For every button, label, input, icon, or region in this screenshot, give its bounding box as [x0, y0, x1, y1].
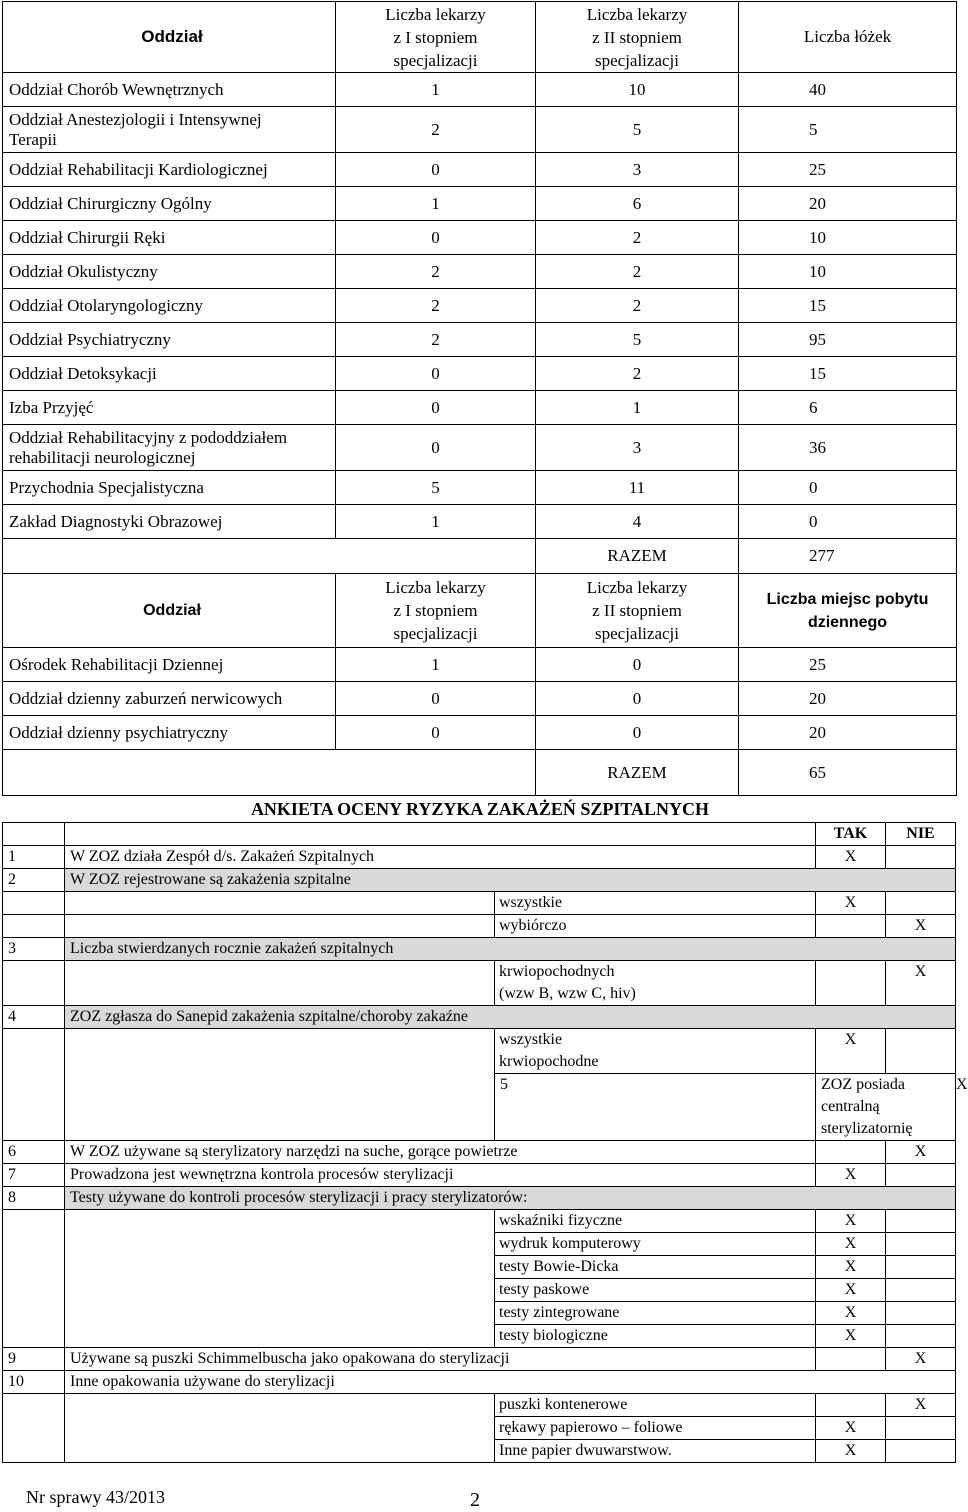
beds: 20: [739, 187, 957, 221]
question-row: [3, 1141, 956, 1164]
table-row: [3, 716, 957, 750]
dept-name: Ośrodek Rehabilitacji Dziennej: [3, 648, 336, 682]
question-number: 2: [3, 869, 65, 892]
option-row: [3, 892, 956, 915]
question-number: 3: [3, 938, 65, 961]
table-row: [3, 505, 957, 539]
dept-name: Oddział Chirurgiczny Ogólny: [3, 187, 336, 221]
option-label: wszystkie: [495, 892, 816, 915]
doctors-second: 4: [536, 505, 739, 539]
question-row: [3, 1348, 956, 1371]
answer-no-mark: X: [886, 915, 956, 938]
dept-name: Oddział dzienny psychiatryczny: [3, 716, 336, 750]
option-label: wszystkie krwiopochodne: [495, 1029, 816, 1074]
table-header-row-day: [3, 574, 957, 648]
doctors-second: 1: [536, 391, 739, 425]
doctors-first: 0: [336, 153, 536, 187]
option-row: [3, 915, 956, 938]
header-beds: Liczba łóżek: [739, 2, 957, 73]
doctors-first: 2: [336, 255, 536, 289]
question-number: 7: [3, 1164, 65, 1187]
question-number: 9: [3, 1348, 65, 1371]
answer-yes-mark: X: [816, 1233, 886, 1256]
day-places: 20: [739, 716, 957, 750]
survey-title: ANKIETA OCENY RYZYKA ZAKAŻEŃ SZPITALNYCH: [250, 799, 710, 819]
dept-name: Oddział Okulistyczny: [3, 255, 336, 289]
table-row: [3, 73, 957, 107]
doctors-first: 0: [336, 391, 536, 425]
option-row: [3, 1394, 956, 1417]
doctors-second: 5: [536, 323, 739, 357]
total2-places: 65: [739, 750, 957, 796]
day-places: 25: [739, 648, 957, 682]
table-row: [3, 425, 957, 471]
header2-doctors-second-degree: Liczba lekarzy z II stopniem specjalizacji: [536, 574, 739, 648]
question-row: [3, 846, 956, 869]
doctors-first: 0: [336, 425, 536, 471]
option-label: testy zintegrowane: [495, 1302, 816, 1325]
total-row: [3, 539, 957, 574]
answer-yes-mark: X: [816, 1325, 886, 1348]
question-row: [3, 1187, 956, 1210]
doctors-first: 0: [336, 357, 536, 391]
answer-yes-mark: X: [816, 1417, 886, 1440]
option-label: rękawy papierowo – foliowe: [495, 1417, 816, 1440]
table-row: [3, 255, 957, 289]
dept-name: Oddział Psychiatryczny: [3, 323, 336, 357]
answer-yes-mark: X: [816, 846, 886, 869]
dept-name: Oddział Anestezjologii i Intensywnej Terapii: [3, 107, 336, 153]
beds: 0: [739, 471, 957, 505]
option-label: testy paskowe: [495, 1279, 816, 1302]
header-doctors-first-degree: Liczba lekarzy z I stopniem specjalizacji: [336, 2, 536, 73]
beds: 25: [739, 153, 957, 187]
answer-no-mark: X: [886, 961, 956, 1006]
question-text: ZOZ posiada centralną sterylizatornię: [816, 1074, 956, 1141]
question-row: [3, 1164, 956, 1187]
table-row: [3, 221, 957, 255]
doctors-first: 0: [336, 221, 536, 255]
table-row: [3, 391, 957, 425]
option-label: krwiopochodnych (wzw B, wzw C, hiv): [495, 961, 816, 1006]
doctors-second: 3: [536, 153, 739, 187]
dept-name: Oddział dzienny zaburzeń nerwicowych: [3, 682, 336, 716]
question-row: 5 ZOZ posiada centralną sterylizatornię X: [3, 1074, 956, 1141]
beds: 5: [739, 107, 957, 153]
doctors-second: 6: [536, 187, 739, 221]
header2-dept: Oddział: [3, 574, 336, 648]
doctors-second: 10: [536, 73, 739, 107]
doctors-second: 3: [536, 425, 739, 471]
answer-yes-mark: X: [816, 1279, 886, 1302]
question-number: 8: [3, 1187, 65, 1210]
doctors-first: 1: [336, 73, 536, 107]
beds: 95: [739, 323, 957, 357]
table-row: [3, 289, 957, 323]
table-row: [3, 323, 957, 357]
total-row: [3, 750, 957, 796]
question-number: 10: [3, 1371, 65, 1394]
doctors-first: 1: [336, 648, 536, 682]
question-number: 1: [3, 846, 65, 869]
doctors-second: 11: [536, 471, 739, 505]
answer-yes-mark: X: [816, 1302, 886, 1325]
doctors-second: 0: [536, 682, 739, 716]
question-text: Prowadzona jest wewnętrzna kontrola procesów sterylizacji: [65, 1164, 816, 1187]
total-label: RAZEM: [536, 539, 739, 574]
survey-header-row: [3, 823, 956, 846]
question-row: [3, 1006, 956, 1029]
question-row: [3, 938, 956, 961]
header-doctors-second-degree: Liczba lekarzy z II stopniem specjalizacji: [536, 2, 739, 73]
case-number: Nr sprawy 43/2013: [26, 1487, 165, 1507]
option-label: Inne papier dwuwarstwow.: [495, 1440, 816, 1463]
dept-name: Oddział Rehabilitacji Kardiologicznej: [3, 153, 336, 187]
doctors-second: 0: [536, 716, 739, 750]
table-header-row: [3, 2, 957, 73]
answer-no-mark: X: [886, 1141, 956, 1164]
option-row: [3, 1210, 956, 1233]
dept-name: Oddział Detoksykacji: [3, 357, 336, 391]
question-text: W ZOZ używane są sterylizatory narzędzi na suche, gorące powietrze: [65, 1141, 816, 1164]
header-no: NIE: [886, 823, 956, 846]
beds: 10: [739, 255, 957, 289]
doctors-second: 2: [536, 289, 739, 323]
doctors-first: 0: [336, 716, 536, 750]
table-row: [3, 682, 957, 716]
table-row: [3, 153, 957, 187]
question-row: [3, 1371, 956, 1394]
total2-label: RAZEM: [536, 750, 739, 796]
answer-yes-mark: X: [816, 1440, 886, 1463]
doctors-second: 2: [536, 255, 739, 289]
question-text: Testy używane do kontroli procesów sterylizacji i pracy sterylizatorów:: [65, 1187, 956, 1210]
doctors-first: 2: [336, 323, 536, 357]
question-number: 4: [3, 1006, 65, 1029]
question-text: Używane są puszki Schimmelbuscha jako opakowana do sterylizacji: [65, 1348, 816, 1371]
dept-name: Przychodnia Specjalistyczna: [3, 471, 336, 505]
total-beds: 277: [739, 539, 957, 574]
page-number: 2: [470, 1489, 480, 1511]
beds: 36: [739, 425, 957, 471]
option-label: wskaźniki fizyczne: [495, 1210, 816, 1233]
doctors-first: 1: [336, 187, 536, 221]
doctors-first: 0: [336, 682, 536, 716]
beds: 40: [739, 73, 957, 107]
dept-name: Oddział Chorób Wewnętrznych: [3, 73, 336, 107]
doctors-first: 2: [336, 107, 536, 153]
option-row: [3, 1029, 956, 1074]
option-label: wybiórczo: [495, 915, 816, 938]
dept-name: Oddział Chirurgii Ręki: [3, 221, 336, 255]
option-label: wydruk komputerowy: [495, 1233, 816, 1256]
header-dept: Oddział: [3, 2, 336, 73]
beds: 10: [739, 221, 957, 255]
doctors-first: 1: [336, 505, 536, 539]
beds: 15: [739, 357, 957, 391]
dept-name: Oddział Rehabilitacyjny z pododdziałem rehabilitacji neurologicznej: [3, 425, 336, 471]
beds: 6: [739, 391, 957, 425]
doctors-second: 5: [536, 107, 739, 153]
beds: 15: [739, 289, 957, 323]
option-label: testy biologiczne: [495, 1325, 816, 1348]
dept-name: Izba Przyjęć: [3, 391, 336, 425]
question-row: [3, 869, 956, 892]
question-text: W ZOZ rejestrowane są zakażenia szpitalne: [65, 869, 956, 892]
table-row: [3, 648, 957, 682]
doctors-first: 2: [336, 289, 536, 323]
question-text: Inne opakowania używane do sterylizacji: [65, 1371, 956, 1394]
table-row: [3, 471, 957, 505]
doctors-second: 0: [536, 648, 739, 682]
survey-table: [2, 822, 968, 1463]
departments-table: [2, 1, 957, 796]
answer-yes-mark: X: [816, 1256, 886, 1279]
answer-yes-mark: X: [816, 1210, 886, 1233]
option-label: testy Bowie-Dicka: [495, 1256, 816, 1279]
question-number: 6: [3, 1141, 65, 1164]
table-row: [3, 357, 957, 391]
doctors-second: 2: [536, 357, 739, 391]
question-text: W ZOZ działa Zespół d/s. Zakażeń Szpitalnych: [65, 846, 816, 869]
doctors-second: 2: [536, 221, 739, 255]
option-row: [3, 961, 956, 1006]
header2-doctors-first-degree: Liczba lekarzy z I stopniem specjalizacji: [336, 574, 536, 648]
doctors-first: 5: [336, 471, 536, 505]
question-text: ZOZ zgłasza do Sanepid zakażenia szpitalne/choroby zakaźne: [65, 1006, 956, 1029]
question-number: 5: [495, 1074, 816, 1141]
answer-yes-mark: X: [816, 1164, 886, 1187]
header2-day-places: Liczba miejsc pobytu dziennego: [739, 574, 957, 648]
day-places: 20: [739, 682, 957, 716]
answer-yes-mark: X: [816, 1029, 886, 1074]
dept-name: Oddział Otolaryngologiczny: [3, 289, 336, 323]
answer-no-mark: X: [886, 1394, 956, 1417]
answer-no-mark: X: [886, 1348, 956, 1371]
beds: 0: [739, 505, 957, 539]
option-label: puszki kontenerowe: [495, 1394, 816, 1417]
answer-yes-mark: X: [816, 892, 886, 915]
header-yes: TAK: [816, 823, 886, 846]
table-row: [3, 107, 957, 153]
question-text: Liczba stwierdzanych rocznie zakażeń szpitalnych: [65, 938, 956, 961]
table-row: [3, 187, 957, 221]
dept-name: Zakład Diagnostyki Obrazowej: [3, 505, 336, 539]
